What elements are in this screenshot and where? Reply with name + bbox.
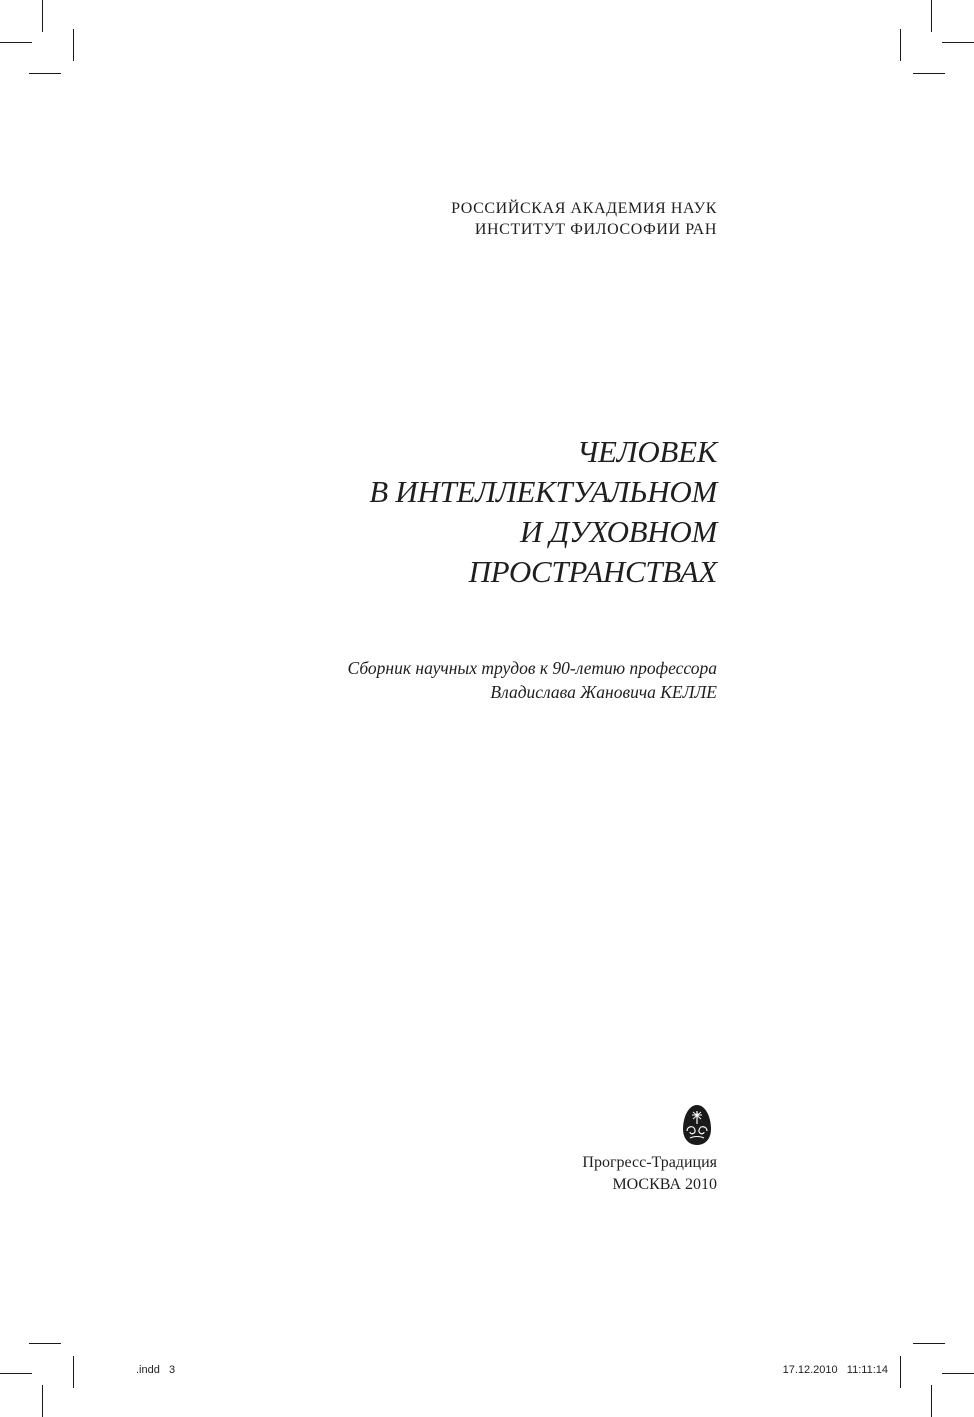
academy-name: РОССИЙСКАЯ АКАДЕМИЯ НАУК <box>451 200 717 217</box>
crop-mark <box>900 1356 901 1388</box>
crop-mark <box>29 73 61 74</box>
institution-header <box>451 198 717 240</box>
subtitle-line: Сборник научных трудов к 90-летию профессора <box>347 658 717 678</box>
crop-mark <box>900 29 901 61</box>
city-year: МОСКВА 2010 <box>612 1176 717 1193</box>
crop-mark <box>73 1356 74 1388</box>
crop-mark <box>0 1373 32 1374</box>
progress-tradition-logo-icon <box>682 1104 712 1146</box>
book-title <box>369 432 717 592</box>
crop-mark <box>42 0 43 32</box>
title-line: В ИНТЕЛЛЕКТУАЛЬНОМ <box>369 474 717 509</box>
title-line: ПРОСТРАНСТВАХ <box>468 554 717 589</box>
crop-mark <box>931 0 932 32</box>
crop-mark <box>913 73 945 74</box>
crop-mark <box>42 1385 43 1417</box>
title-line: ЧЕЛОВЕК <box>576 434 717 469</box>
book-subtitle <box>348 656 717 704</box>
publisher-info <box>582 1152 717 1196</box>
crop-mark <box>942 1373 974 1374</box>
crop-mark <box>931 1385 932 1417</box>
crop-mark <box>913 1343 945 1344</box>
slug-datetime: 17.12.2010 11:11:14 <box>782 1364 888 1376</box>
institute-name: ИНСТИТУТ ФИЛОСОФИИ РАН <box>474 221 717 238</box>
subtitle-line: Владислава Жановича КЕЛЛЕ <box>490 682 717 702</box>
slug-filename: .indd 3 <box>136 1364 176 1376</box>
crop-mark <box>73 29 74 61</box>
publisher-name: Прогресс-Традиция <box>582 1154 717 1171</box>
crop-mark <box>0 42 32 43</box>
crop-mark <box>942 42 974 43</box>
title-line: И ДУХОВНОМ <box>519 514 717 549</box>
crop-mark <box>29 1343 61 1344</box>
